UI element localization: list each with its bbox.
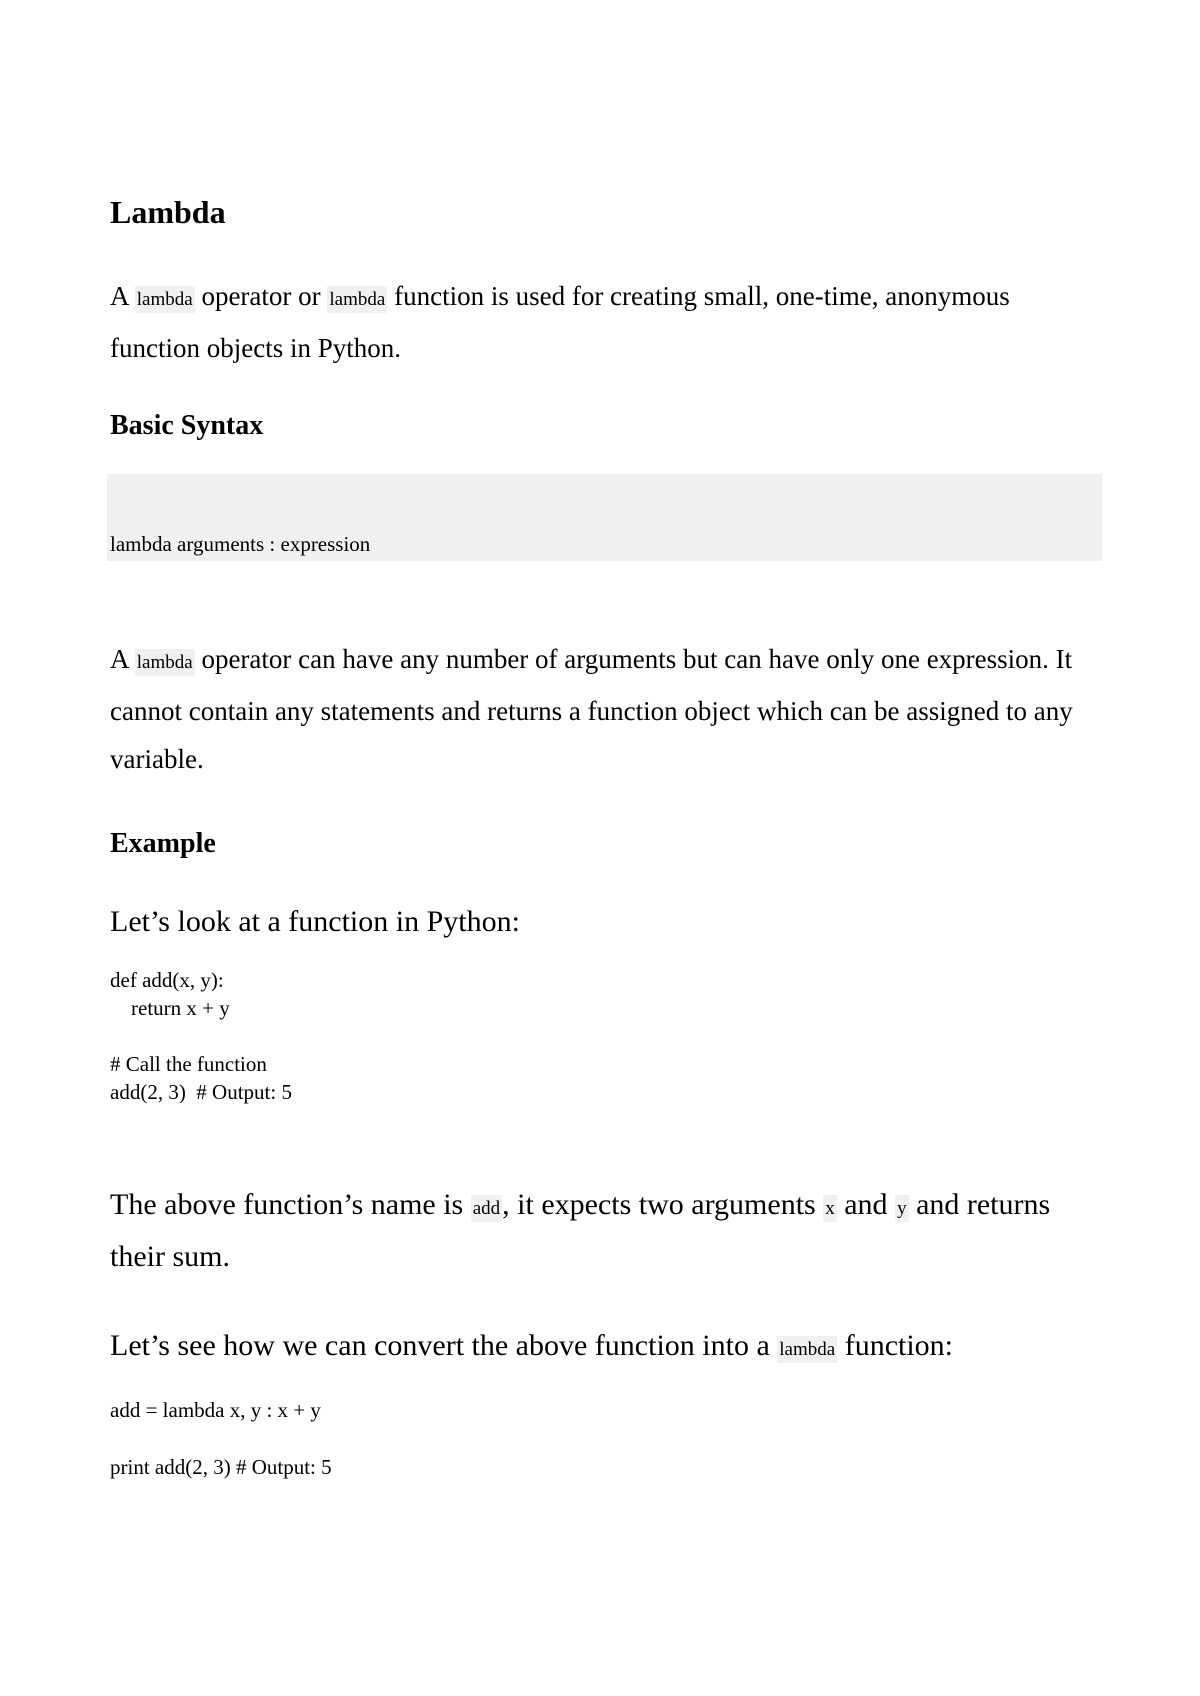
description-paragraph [110, 635, 1100, 783]
intro-text-2: operator or [194, 281, 328, 311]
example-intro: Let’s look at a function in Python: [110, 905, 520, 938]
convert-text-2: function: [837, 1329, 954, 1362]
example-code-block: def add(x, y): return x + y # Call the function add(2, 3) # Output: 5 [110, 968, 292, 1104]
inline-code-y: y [895, 1195, 909, 1222]
page-title: Lambda [110, 194, 226, 230]
intro-text-1: A [110, 281, 135, 311]
inline-code-lambda: lambda [135, 649, 195, 676]
syntax-heading: Basic Syntax [110, 410, 264, 441]
syntax-code-block [107, 474, 1102, 561]
explain-text-4: and returns their sum. [110, 1188, 1051, 1273]
inline-code-x: x [823, 1195, 837, 1222]
intro-text-3: function is used for creating small, one-time, anonymous function objects in Python. [110, 281, 1010, 363]
inline-code-lambda: lambda [327, 286, 387, 313]
intro-paragraph [110, 272, 1100, 372]
inline-code-add: add [471, 1195, 502, 1222]
example-heading: Example [110, 828, 216, 859]
desc-text-2: operator can have any number of arguments but can have only one expression. It cannot contain any statements and returns a function object which can be assigned to any variable. [110, 644, 1073, 774]
inline-code-lambda: lambda [777, 1336, 837, 1363]
explain-text-3: and [836, 1188, 896, 1221]
explain-text-2: , it expects two arguments [502, 1188, 824, 1221]
syntax-code: lambda arguments : expression [110, 532, 371, 556]
lambda-code-line: add = lambda x, y : x + y [110, 1398, 321, 1422]
desc-text-1: A [110, 644, 135, 674]
inline-code-lambda: lambda [135, 286, 195, 313]
explain-paragraph [110, 1181, 1100, 1281]
print-code-line: print add(2, 3) # Output: 5 [110, 1455, 332, 1479]
convert-paragraph [110, 1322, 1100, 1374]
convert-text-1: Let’s see how we can convert the above function into a [110, 1329, 778, 1362]
explain-text-1: The above function’s name is [110, 1188, 471, 1221]
